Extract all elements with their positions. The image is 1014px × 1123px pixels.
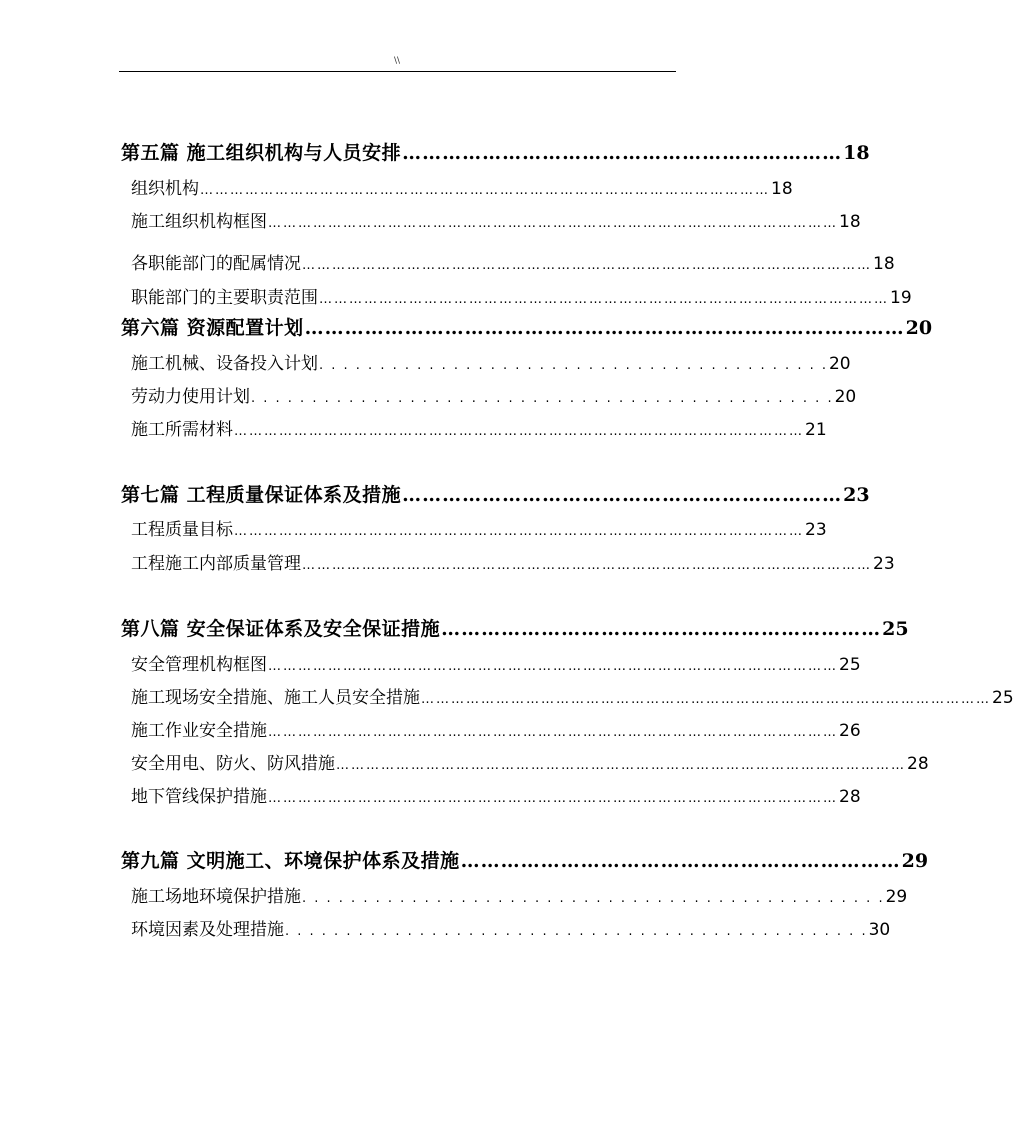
toc-section[interactable] xyxy=(131,174,793,199)
toc-section-title: 地下管线保护措施 xyxy=(131,787,267,807)
toc-chapter-title: 第六篇 资源配置计划 xyxy=(121,317,304,339)
toc-chapter-6[interactable] xyxy=(121,313,933,340)
toc-dot-leader: …………………………………………………………………………………………………… xyxy=(319,292,889,307)
toc-dot-leader: ………………………………………………………… xyxy=(402,484,843,506)
toc-dot-leader: ………………………………………………………… xyxy=(402,142,843,164)
toc-page-number: 25 xyxy=(992,688,1014,708)
toc-page-number: 29 xyxy=(901,850,929,872)
toc-dot-leader: . . . . . . . . . . . . . . . . . . . . . . . . . . . . . . . . . . . . . . . . . . xyxy=(319,358,828,373)
toc-section[interactable] xyxy=(131,283,912,308)
toc-dot-leader: . . . . . . . . . . . . . . . . . . . . . . . . . . . . . . . . . . . . . . . . . . . . . . . . xyxy=(285,924,868,939)
header-mark: \\ xyxy=(393,56,401,66)
toc-dot-leader: …………………………………………………………………………………………………… xyxy=(421,692,991,707)
toc-section-title: 劳动力使用计划 xyxy=(131,387,250,407)
toc-chapter-title: 第五篇 施工组织机构与人员安排 xyxy=(121,142,402,164)
toc-section-title: 组织机构 xyxy=(131,179,199,199)
toc-page-number: 28 xyxy=(839,787,861,807)
toc-dot-leader: …………………………………………………………………………………………………… xyxy=(268,216,838,231)
toc-section-title: 施工组织机构框图 xyxy=(131,212,267,232)
toc-section-title: 施工场地环境保护措施 xyxy=(131,887,301,907)
toc-section[interactable] xyxy=(131,882,908,907)
toc-dot-leader: …………………………………………………………………………………………………… xyxy=(268,791,838,806)
toc-section[interactable] xyxy=(131,549,895,574)
toc-section[interactable] xyxy=(131,382,857,407)
toc-page-number: 25 xyxy=(839,655,861,675)
toc-dot-leader: ………………………………………………………… xyxy=(441,618,882,640)
toc-section[interactable] xyxy=(131,716,861,741)
toc-chapter-title: 第八篇 安全保证体系及安全保证措施 xyxy=(121,618,441,640)
toc-chapter-7[interactable] xyxy=(121,480,870,507)
toc-section-title: 安全用电、防火、防风措施 xyxy=(131,754,335,774)
toc-dot-leader: …………………………………………………………………………………………………… xyxy=(336,758,906,773)
toc-page-number: 29 xyxy=(885,887,908,907)
toc-page-number: 30 xyxy=(868,920,891,940)
toc-page-number: 23 xyxy=(843,484,870,506)
toc-dot-leader: ……………………………………………………………………………… xyxy=(304,317,905,339)
toc-dot-leader: …………………………………………………………………………………………………… xyxy=(234,524,804,539)
toc-page-number: 18 xyxy=(843,142,870,164)
toc-page-number: 19 xyxy=(890,288,912,308)
toc-section[interactable] xyxy=(131,349,851,374)
toc-page-number: 18 xyxy=(873,254,895,274)
toc-section-title: 施工作业安全措施 xyxy=(131,721,267,741)
toc-chapter-title: 第七篇 工程质量保证体系及措施 xyxy=(121,484,402,506)
toc-chapter-9[interactable] xyxy=(121,846,929,873)
toc-section[interactable] xyxy=(131,683,1014,708)
toc-page-number: 18 xyxy=(771,179,793,199)
toc-section-title: 施工所需材料 xyxy=(131,420,233,440)
toc-section[interactable] xyxy=(131,915,891,940)
toc-chapter-8[interactable] xyxy=(121,614,909,641)
toc-section-title: 施工现场安全措施、施工人员安全措施 xyxy=(131,688,420,708)
toc-dot-leader: …………………………………………………………………………………………………… xyxy=(234,424,804,439)
toc-section-title: 工程施工内部质量管理 xyxy=(131,554,301,574)
toc-chapter-5[interactable] xyxy=(121,138,870,165)
toc-page-number: 20 xyxy=(905,317,933,339)
toc-section[interactable] xyxy=(131,782,861,807)
toc-section-title: 安全管理机构框图 xyxy=(131,655,267,675)
toc-section[interactable] xyxy=(131,749,929,774)
header-rule xyxy=(119,71,676,72)
toc-section[interactable] xyxy=(131,515,827,540)
toc-page-number: 18 xyxy=(839,212,861,232)
toc-section-title: 环境因素及处理措施 xyxy=(131,920,284,940)
toc-section-title: 工程质量目标 xyxy=(131,520,233,540)
toc-section[interactable] xyxy=(131,415,827,440)
toc-page-number: 20 xyxy=(828,354,851,374)
toc-page-number: 28 xyxy=(907,754,929,774)
toc-page-number: 20 xyxy=(834,387,857,407)
toc-dot-leader: . . . . . . . . . . . . . . . . . . . . . . . . . . . . . . . . . . . . . . . . . . . . . . . . xyxy=(302,891,885,906)
toc-chapter-title: 第九篇 文明施工、环境保护体系及措施 xyxy=(121,850,460,872)
toc-dot-leader: …………………………………………………………………………………………………… xyxy=(302,558,872,573)
toc-page-number: 25 xyxy=(882,618,909,640)
toc-section-title: 施工机械、设备投入计划 xyxy=(131,354,318,374)
toc-section[interactable] xyxy=(131,249,895,274)
toc-page-number: 26 xyxy=(839,721,861,741)
toc-dot-leader: …………………………………………………………………………………………………… xyxy=(268,659,838,674)
toc-page-number: 23 xyxy=(873,554,895,574)
toc-section[interactable] xyxy=(131,650,861,675)
toc-page-number: 21 xyxy=(805,420,827,440)
toc-dot-leader: . . . . . . . . . . . . . . . . . . . . . . . . . . . . . . . . . . . . . . . . . . . . . . . . xyxy=(251,391,834,406)
toc-dot-leader: …………………………………………………………………………………………………… xyxy=(268,725,838,740)
toc-page-number: 23 xyxy=(805,520,827,540)
toc-dot-leader: …………………………………………………………………………………………………… xyxy=(302,258,872,273)
toc-section[interactable] xyxy=(131,207,861,232)
toc-section-title: 各职能部门的配属情况 xyxy=(131,254,301,274)
toc-dot-leader: ………………………………………………………… xyxy=(460,850,901,872)
toc-dot-leader: …………………………………………………………………………………………………… xyxy=(200,183,770,198)
toc-section-title: 职能部门的主要职责范围 xyxy=(131,288,318,308)
